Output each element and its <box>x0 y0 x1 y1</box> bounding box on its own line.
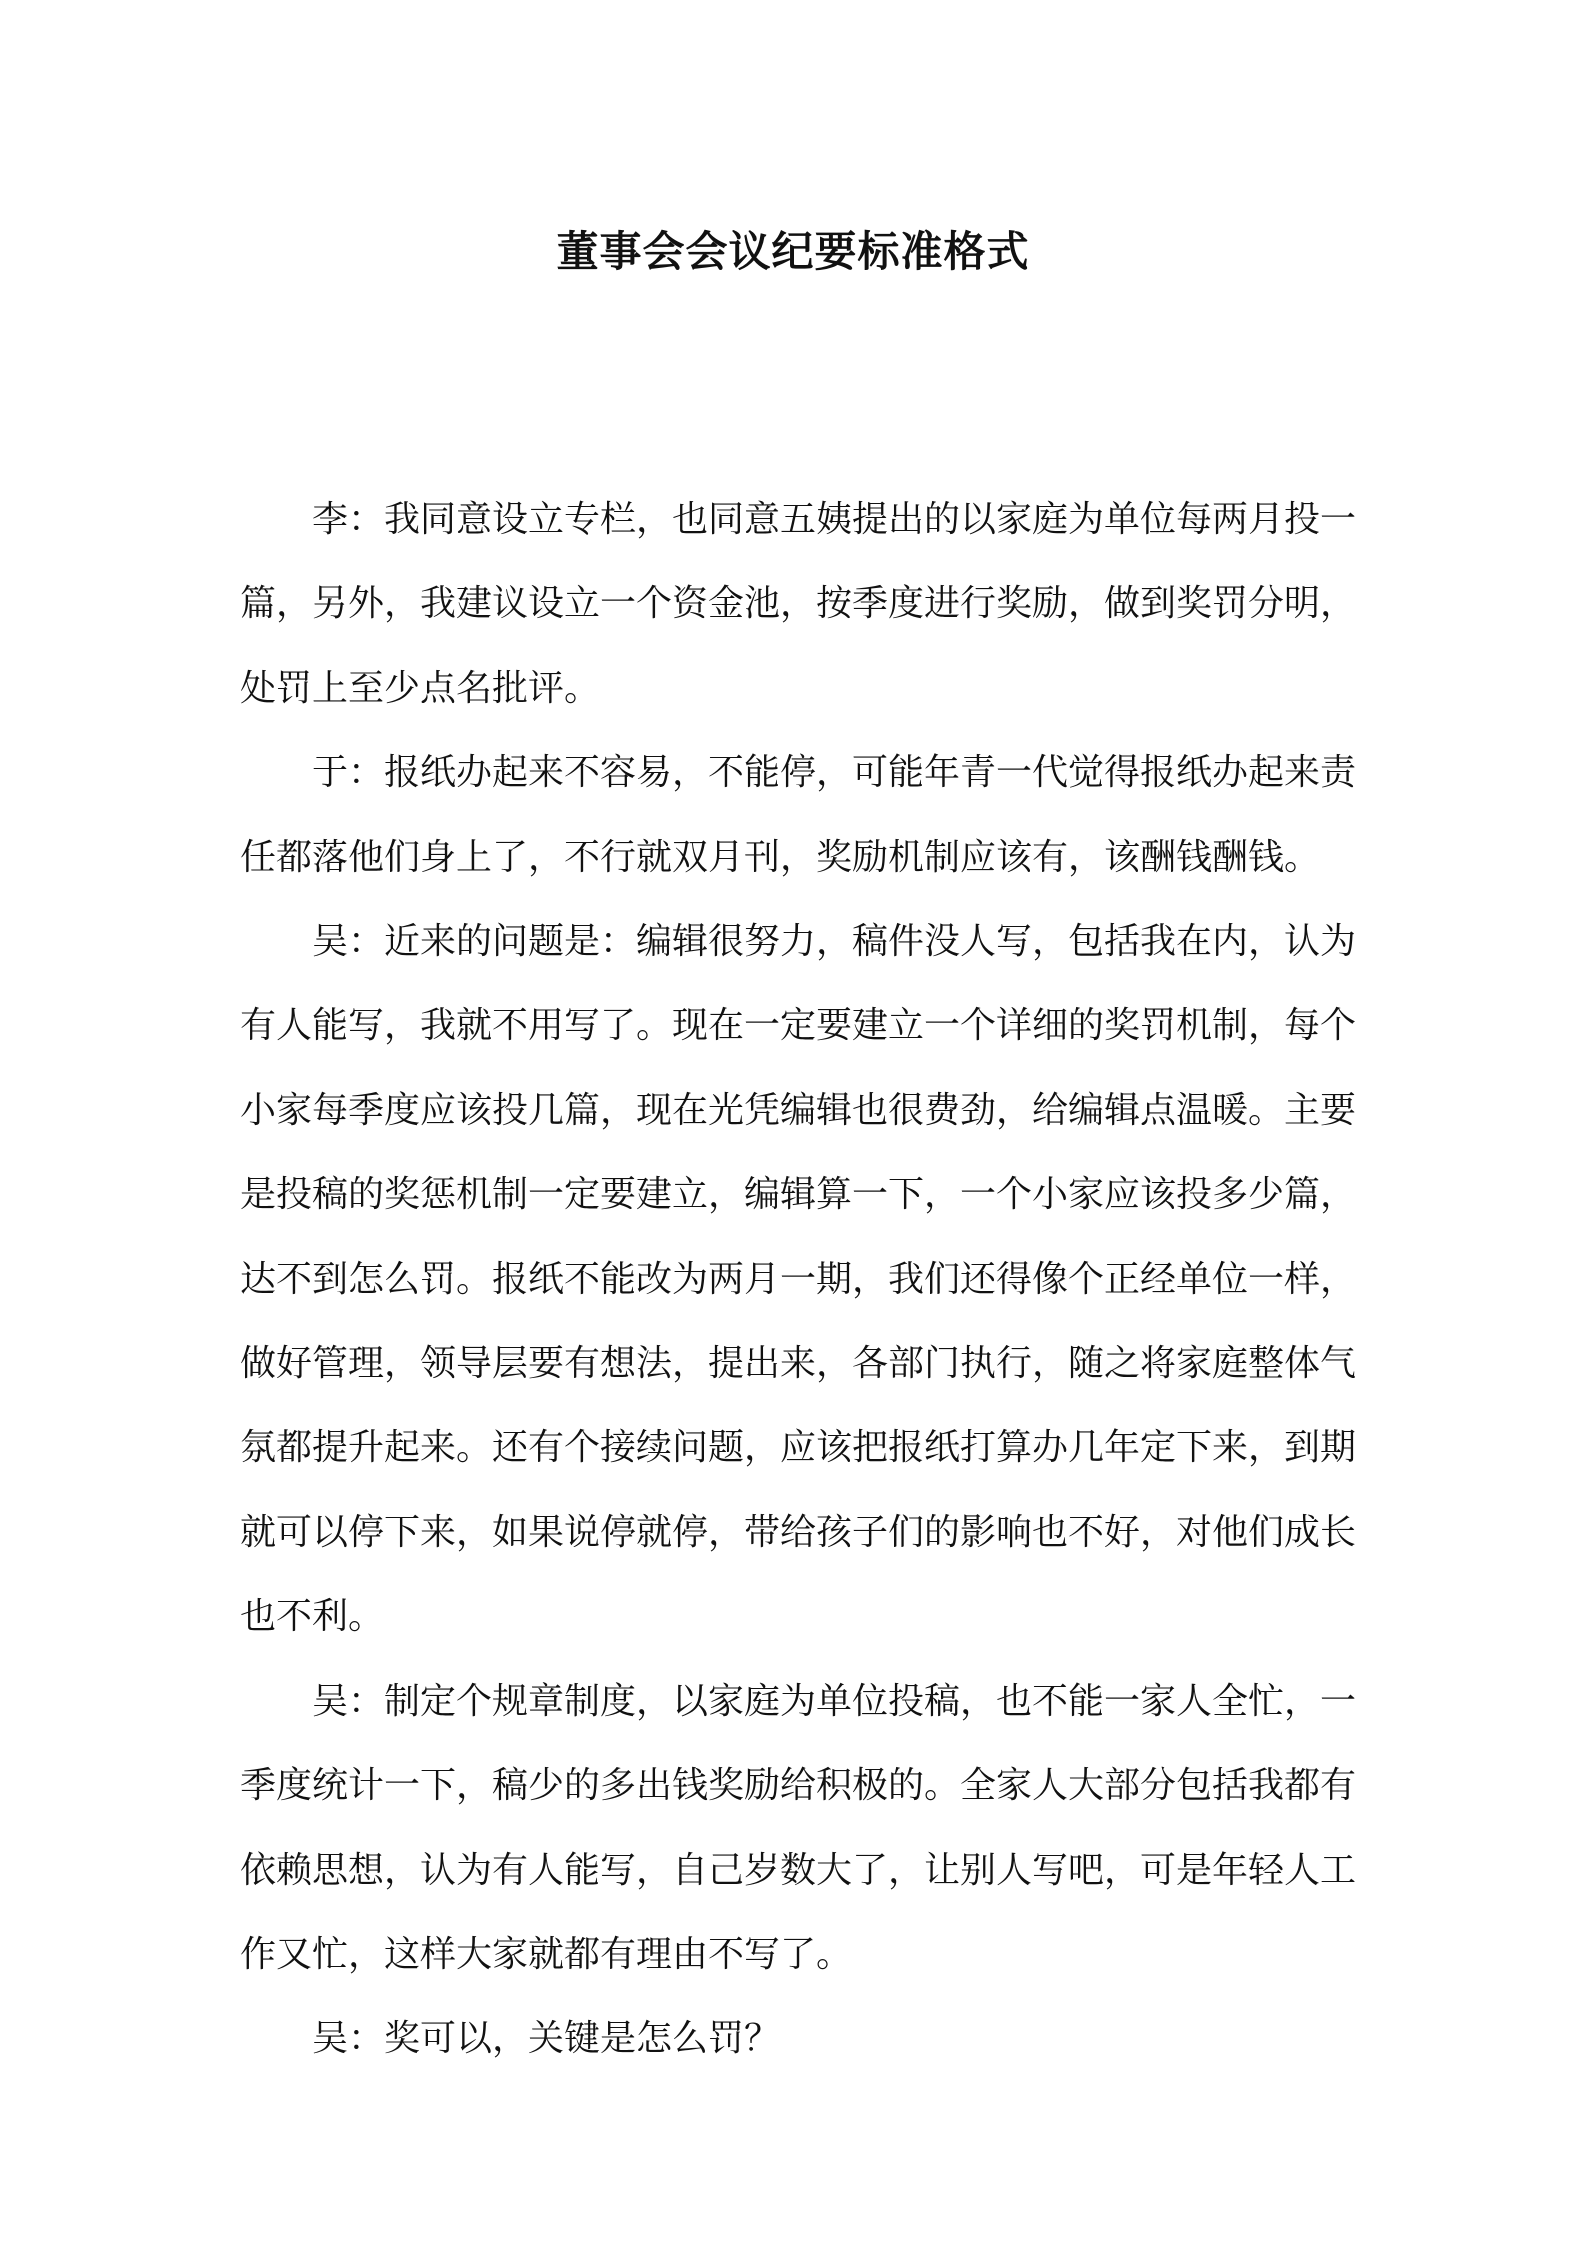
paragraph-wu-1: 吴：近来的问题是：编辑很努力，稿件没人写，包括我在内，认为有人能写，我就不用写了。现在一定要建立一个详细的奖罚机制，每个小家每季度应该投几篇，现在光凭编辑也很费劲，给编辑点温暖。主要是投稿的奖惩机制一定要建立，编辑算一下，一个小家应该投多少篇，达不到怎么罚。报纸不能改为两月一期，我们还得像个正经单位一样，做好管理，领导层要有想法，提出来，各部门执行，随之将家庭整体气氛都提升起来。还有个接续问题，应该把报纸打算办几年定下来，到期就可以停下来，如果说停就停，带给孩子们的影响也不好，对他们成长也不利。 <box>240 921 1357 1638</box>
paragraph-yu: 于：报纸办起来不容易，不能停，可能年青一代觉得报纸办起来责任都落他们身上了，不行就双月刊，奖励机制应该有，该酬钱酬钱。 <box>240 752 1357 878</box>
paragraph-wu-3: 吴：奖可以，关键是怎么罚？ <box>312 2018 781 2060</box>
paragraph-wu-2: 吴：制定个规章制度，以家庭为单位投稿，也不能一家人全忙，一季度统计一下，稿少的多出钱奖励给积极的。全家人大部分包括我都有依赖思想，认为有人能写，自己岁数大了，让别人写吧，可是年轻人工作又忙，这样大家就都有理由不写了。 <box>240 1680 1357 1975</box>
document-body <box>240 478 1356 2082</box>
paragraph-li: 李：我同意设立专栏，也同意五姨提出的以家庭为单位每两月投一篇，另外，我建议设立一个资金池，按季度进行奖励，做到奖罚分明，处罚上至少点名批评。 <box>240 499 1357 709</box>
document-title: 董事会会议纪要标准格式 <box>556 227 1030 276</box>
